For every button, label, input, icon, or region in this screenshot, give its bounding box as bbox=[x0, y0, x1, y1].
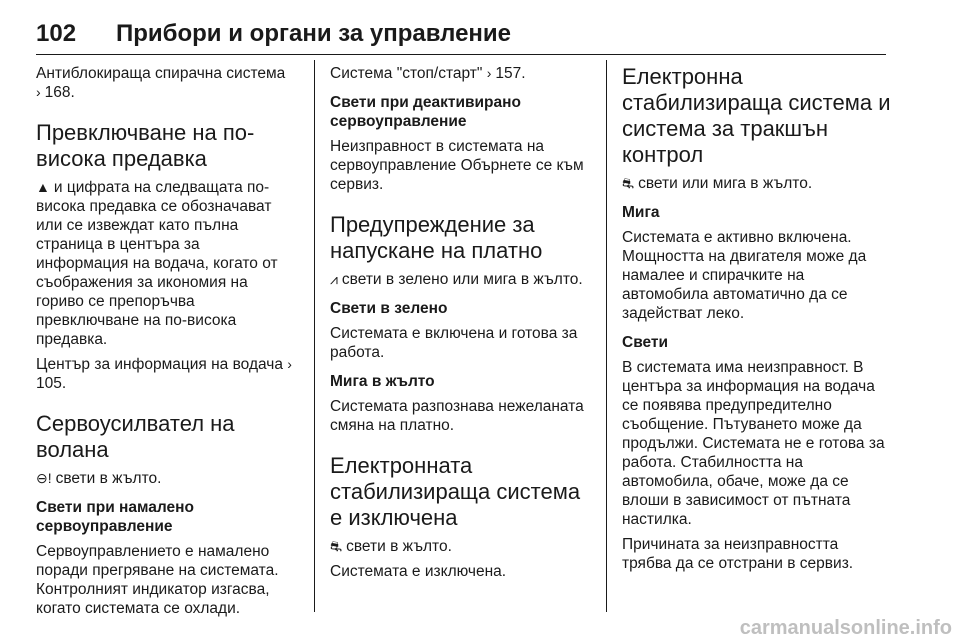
subheading-flash: Мига bbox=[622, 204, 660, 221]
subheading-lit: Свети bbox=[622, 334, 669, 351]
subheading-deactivated: Свети при деактивирано сервоуправление bbox=[330, 94, 521, 130]
upshift-text: ▲ и цифрата на следващата по-висока предавка се обозначават или се извеждат като пълна страница в центъра за информация на водача, когато от съображения за икономия на гориво се препоръчва превключване на по-висока предавка. bbox=[36, 179, 278, 348]
esc-icon: ⛐ bbox=[622, 175, 635, 191]
yellow-text: Системата разпознава нежеланата смяна на платно. bbox=[330, 398, 584, 434]
section-heading-esc: Електронна стабилизираща система и система за тракшън контрол bbox=[622, 64, 891, 167]
subheading-yellow: Мига в жълто bbox=[330, 373, 435, 390]
esc-off-text: ⛐ свети в жълто. bbox=[330, 538, 452, 555]
esc-off-icon: ⛐ bbox=[330, 538, 343, 554]
lit-text: В системата има неизправност. В центъра за информация на водача се появява предупредително съобщение. Пътуването може да продължи. Системата не е готова за работа. Стабилността на автомобила, обаче, може да се влоши в зависимост от пътната настилка. bbox=[622, 359, 885, 528]
subheading-reduced: Свети при намалено сервоуправление bbox=[36, 499, 194, 535]
arrow-ref-icon: › bbox=[36, 84, 41, 100]
page-header bbox=[36, 20, 886, 55]
esc-off-text-2: Системата е изключена. bbox=[330, 563, 507, 580]
deactivated-text: Неизправност в системата на сервоуправление Обърнете се към сервиз. bbox=[330, 138, 584, 193]
lane-departure-icon: ⩘ bbox=[330, 271, 338, 287]
column-right bbox=[622, 64, 892, 614]
section-heading-lane: Предупреждение за напускане на платно bbox=[330, 212, 543, 263]
page-link[interactable]: 105. bbox=[36, 375, 67, 392]
reduced-text: Сервоуправлението е намалено поради прегряване на системата. Контролният индикатор изгасва, когато системата се охлади. bbox=[36, 543, 279, 617]
arrow-ref-icon: › bbox=[486, 65, 492, 81]
upshift-triangle-icon: ▲ bbox=[36, 179, 50, 195]
stopstart-reference: Система "стоп/старт" › 157. bbox=[330, 65, 526, 82]
lane-text: ⩘ свети в зелено или мига в жълто. bbox=[330, 271, 583, 288]
arrow-ref-icon: › bbox=[287, 356, 292, 372]
column-divider bbox=[314, 60, 315, 612]
section-heading-upshift: Превключване на по-висока предавка bbox=[36, 120, 255, 171]
page-number: 102 bbox=[36, 20, 77, 47]
page-link[interactable]: 157. bbox=[495, 65, 526, 82]
watermark: carmanualsonline.info bbox=[739, 617, 952, 639]
chapter-title: Прибори и органи за управление bbox=[116, 20, 512, 47]
section-heading-power-steering: Сервоусилвател на волана bbox=[36, 411, 235, 462]
steering-warning-icon: ⊖! bbox=[36, 470, 52, 486]
subheading-green: Свети в зелено bbox=[330, 300, 448, 317]
section-heading-esc-off: Електронната стабилизираща система е изключена bbox=[330, 453, 581, 530]
column-divider bbox=[606, 60, 607, 612]
flash-text: Системата е активно включена. Мощността на двигателя може да намалее и спирачките на автомобила автоматично да се задействат леко. bbox=[622, 229, 867, 322]
green-text: Системата е включена и готова за работа. bbox=[330, 325, 578, 361]
esc-text: ⛐ свети или мига в жълто. bbox=[622, 175, 813, 192]
cause-text: Причината за неизправността трябва да се отстрани в сервиз. bbox=[622, 536, 854, 572]
page-link[interactable]: 168. bbox=[44, 84, 75, 101]
abs-reference: Антиблокираща спирачна система › 168. bbox=[36, 65, 286, 101]
column-middle bbox=[330, 64, 592, 614]
driver-info-reference: Център за информация на водача ›105. bbox=[36, 356, 292, 392]
power-steering-text: ⊖! свети в жълто. bbox=[36, 470, 162, 487]
column-left bbox=[36, 64, 296, 617]
